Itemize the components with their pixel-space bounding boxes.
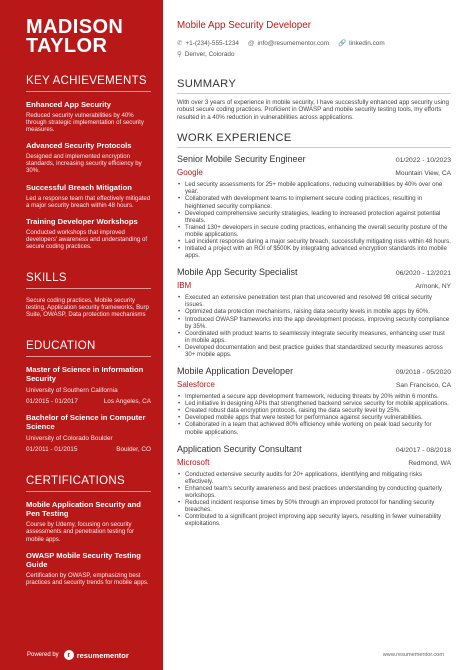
job-bullet: • Collaborated in a team that achieved 80% efficiency while working on peak load security for mobile applications. — [177, 421, 451, 435]
location-text: Denver, Colorado — [184, 51, 235, 58]
achievement-desc: Reduced security vulnerabilities by 40% through strategic implementation of security measures. — [26, 112, 144, 134]
certification-title: OWASP Mobile Security Testing Guide — [26, 550, 141, 569]
job-location: San Francisco, CA — [396, 382, 451, 390]
job-bullet: • Optimized data protection mechanisms, raising data security levels in mobile apps by 60%. — [177, 308, 451, 315]
education-dates: 01/2011 - 01/2015 — [26, 446, 78, 454]
summary-text: With over 3 years of experience in mobile security, I have successfully enhanced app security using robust secure coding practices. Proficient in OWASP and mobile security testing tools, my efforts resulted in a 40% reduction in vulnerabilities across applications. — [177, 99, 449, 121]
job-dates: 04/2017 - 08/2018 — [395, 446, 451, 454]
education-dates: 01/2015 - 01/2017 — [26, 398, 78, 406]
job-bullets — [177, 471, 451, 528]
education-heading: EDUCATION — [26, 340, 151, 357]
job-dates: 09/2018 - 05/2020 — [395, 369, 451, 377]
achievement-title: Successful Breach Mitigation — [26, 182, 132, 192]
job-role: Application Security Consultant — [177, 443, 302, 454]
last-name: TAYLOR — [26, 35, 108, 57]
experience-heading: WORK EXPERIENCE — [177, 132, 451, 148]
certification-item — [26, 551, 151, 586]
job-entry — [177, 366, 451, 436]
job-bullet: • Contributed to a significant project improving app security layers, resulting in fewer vulnerability exploitations. — [177, 513, 451, 527]
contact-info — [177, 38, 451, 60]
achievement-item — [26, 141, 151, 174]
job-header — [177, 154, 451, 164]
skills-heading: SKILLS — [26, 272, 151, 289]
job-bullet: • Executed an extensive penetration test plan that uncovered and resolved 98 critical security issues. — [177, 294, 451, 308]
certification-desc: Course by Udemy, focusing on security assessments and penetration testing for mobile apps. — [26, 521, 135, 543]
company-name: Salesforce — [177, 380, 215, 390]
job-entry — [177, 154, 451, 259]
achievement-item — [26, 217, 151, 250]
email-text: info@resumementor.com — [257, 40, 330, 47]
job-header — [177, 366, 451, 376]
job-dates: 01/2022 - 10/2023 — [395, 157, 451, 165]
job-bullet: • Introduced OWASP frameworks into the app development process, improving security compliance by 35%. — [177, 316, 451, 330]
phone-text: +1-(234)-555-1234 — [185, 40, 239, 47]
education-location: Boulder, CO — [116, 446, 151, 454]
job-location: Redmond, WA — [408, 459, 451, 467]
linkedin-contact[interactable] — [338, 38, 385, 49]
job-header — [177, 267, 451, 277]
job-entry — [177, 267, 451, 358]
job-bullet: • Developed comprehensive security strategies, leading to increased protection against potential threats. — [177, 210, 451, 224]
job-role: Mobile Application Developer — [177, 366, 294, 377]
job-bullet: • Created robust data encryption protocols, raising the data security level by 25%. — [177, 407, 451, 414]
job-header — [177, 444, 451, 454]
job-bullets — [177, 393, 451, 436]
education-meta — [26, 398, 151, 405]
location-contact — [177, 49, 235, 60]
job-subheader — [177, 281, 451, 290]
job-bullet: • Led incident response during a major security breach, successfully mitigating risks within 48 hours. — [177, 238, 451, 245]
footer-website[interactable]: www.resumementor.com — [382, 652, 444, 658]
school: University of Colorado Boulder — [26, 435, 113, 443]
sidebar — [0, 0, 163, 670]
school: University of Southern California — [26, 387, 118, 395]
achievements-list — [26, 100, 151, 250]
job-bullet: • Enhanced team's security awareness and best practices understanding by conducting quarterly workshops. — [177, 485, 451, 499]
achievements-heading: KEY ACHIEVEMENTS — [26, 75, 151, 92]
job-entry — [177, 444, 451, 528]
main-content — [177, 20, 451, 527]
achievement-title: Training Developer Workshops — [26, 216, 138, 226]
headline-title: Mobile App Security Developer — [177, 20, 311, 31]
resumementor-logo-icon: r — [64, 650, 74, 660]
certifications-heading: CERTIFICATIONS — [26, 475, 151, 492]
job-bullet: • Coordinated with product teams to seamlessly integrate security measures, enhancing user trust in mobile apps. — [177, 330, 451, 344]
company-name: IBM — [177, 281, 192, 291]
company-name: Google — [177, 168, 203, 178]
job-bullets — [177, 294, 451, 358]
job-location: Mountain View, CA — [395, 170, 451, 178]
job-dates: 06/2020 - 12/2021 — [395, 270, 451, 278]
achievement-item — [26, 183, 151, 209]
powered-by-text: Powered by — [27, 652, 59, 658]
degree: Bachelor of Science in Computer Science — [26, 413, 146, 432]
email-contact[interactable] — [248, 38, 329, 49]
degree: Master of Science in Information Security — [26, 365, 144, 384]
education-location: Los Angeles, CA — [103, 398, 151, 406]
education-meta — [26, 446, 151, 453]
footer — [0, 640, 474, 670]
achievement-desc: Led a response team that effectively mitigated a major security breach within 48 hours. — [26, 194, 151, 209]
summary-heading: SUMMARY — [177, 78, 451, 94]
job-role: Senior Mobile Security Engineer — [177, 154, 306, 165]
location-pin-icon: ⚲ — [177, 51, 182, 58]
certification-title: Mobile Application Security and Pen Testing — [26, 500, 141, 519]
job-bullet: • Led security assessments for 25+ mobile applications, reducing vulnerabilities by 40% over one year. — [177, 181, 451, 195]
job-bullet: • Developed documentation and best practice guides that standardized security measures across 30+ mobile apps. — [177, 344, 451, 358]
achievement-title: Advanced Security Protocols — [26, 141, 132, 151]
job-bullet: • Conducted extensive security audits for 20+ applications, identifying and mitigating risks effectively. — [177, 471, 451, 485]
job-bullets — [177, 181, 451, 259]
job-subheader — [177, 380, 451, 389]
candidate-name — [26, 18, 151, 56]
job-subheader — [177, 168, 451, 177]
phone-contact[interactable] — [177, 38, 239, 49]
education-item — [26, 365, 151, 405]
company-name: Microsoft — [177, 457, 210, 467]
brand-name: resumementor — [76, 650, 129, 660]
job-subheader — [177, 458, 451, 467]
at-icon: @ — [247, 40, 255, 47]
skills-text: Secure coding practices, Mobile security testing, Application security frameworks, Burp Suite, OWASP, Data protection mechanisms — [26, 297, 149, 319]
achievement-item — [26, 100, 151, 133]
resumementor-logo[interactable] — [64, 650, 129, 660]
link-icon: 🔗 — [338, 40, 347, 47]
job-location: Armonk, NY — [415, 283, 451, 291]
job-bullet: • Trained 130+ developers in secure coding practices, enhancing the overall security posture of the mobile applications. — [177, 224, 451, 238]
education-item — [26, 413, 151, 453]
job-bullet: • Collaborated with development teams to implement secure coding practices, resulting in heightened security compliance. — [177, 195, 451, 209]
job-bullet: • Developed mobile apps that were tested for performance against security vulnerabilities. — [177, 414, 451, 421]
phone-icon: ✆ — [177, 40, 183, 47]
achievement-title: Enhanced App Security — [26, 100, 111, 109]
certification-item — [26, 500, 151, 542]
achievement-desc: Designed and implemented encryption standards, increasing security efficiency by 30%. — [26, 153, 142, 175]
job-bullet: • Led initiative in designing APIs that strengthened backend service security for mobile applications. — [177, 400, 451, 407]
job-bullet: • Reduced incident response times by 50% through an improved protocol for handling security breaches. — [177, 499, 451, 513]
certification-desc: Certification by OWASP, emphasizing best practices and security trends for mobile apps. — [26, 571, 149, 586]
footer-branding — [27, 650, 129, 660]
job-bullet: • Implemented a secure app development framework, reducing threats by 20% within 6 months. — [177, 393, 451, 400]
first-name: MADISON — [26, 16, 124, 38]
job-role: Mobile App Security Specialist — [177, 267, 298, 278]
achievement-desc: Conducted workshops that improved developers' awareness and understanding of secure coding practices. — [26, 228, 148, 250]
job-bullet: • Initiated a project with an ROI of $500K by integrating advanced encryption standards into mobile apps. — [177, 245, 451, 259]
linkedin-text: linkedin.com — [349, 40, 385, 47]
